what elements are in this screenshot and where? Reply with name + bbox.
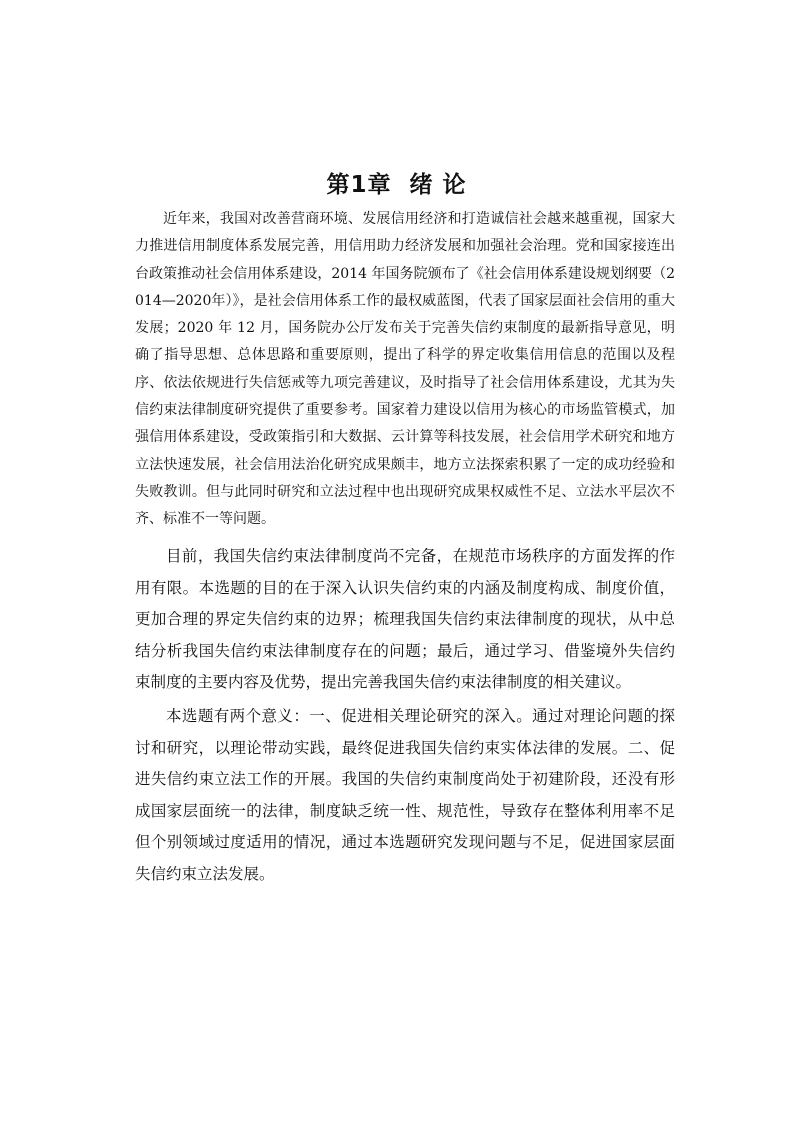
paragraph-significance: 本选题有两个意义：一、促进相关理论研究的深入。通过对理论问题的探讨和研究，以理论带动实践，最终促进我国失信约束实体法律的发展。二、促进失信约束立法工作的开展。我国的失信约束制度尚处于初建阶段，还没有形成国家层面统一的法律，制度缺乏统一性、规范性，导致存在整体利用率不足但个别领域过度适用的情况，通过本选题研究发现问题与不足，促进国家层面失信约束立法发展。	[135, 707, 675, 883]
paragraph-purpose: 目前，我国失信约束法律制度尚不完备，在规范市场秩序的方面发挥的作用有限。本选题的目的在于深入认识失信约束的内涵及制度构成、制度价值，更加合理的界定失信约束的边界；梳理我国失信约束法律制度的现状，从中总结分析我国失信约束法律制度存在的问题；最后，通过学习、借鉴境外失信约束制度的主要内容及优势，提出完善我国失信约束法律制度的相关建议。	[135, 547, 675, 691]
chapter-title-text: 绪 论	[409, 172, 467, 199]
chapter-number: 第1章	[326, 172, 392, 199]
chapter-heading	[0, 170, 793, 200]
paragraph-background: 近年来，我国对改善营商环境、发展信用经济和打造诚信社会越来越重视，国家大力推进信用制度体系发展完善，用信用助力经济发展和加强社会治理。党和国家接连出台政策推动社会信用体系建设，2014 年国务院颁布了《社会信用体系建设规划纲要（2014—2020年）》，是社会信用体系工作的最权威蓝图，代表了国家层面社会信用的重大发展；2020 年 12 月，国务院办公厅发布关于完善失信约束制度的最新指导意见，明确了指导思想、总体思路和重要原则，提出了科学的界定收集信用信息的范围以及程序、依法依规进行失信惩戒等九项完善建议，及时指导了社会信用体系建设，尤其为失信约束法律制度研究提供了重要参考。国家着力建设以信用为核心的市场监管模式，加强信用体系建设，受政策指引和大数据、云计算等科技发展，社会信用学术研究和地方立法快速发展，社会信用法治化研究成果颇丰，地方立法探索积累了一定的成功经验和失败教训。但与此同时研究和立法过程中也出现研究成果权威性不足、立法水平层次不齐、标准不一等问题。	[135, 211, 675, 528]
